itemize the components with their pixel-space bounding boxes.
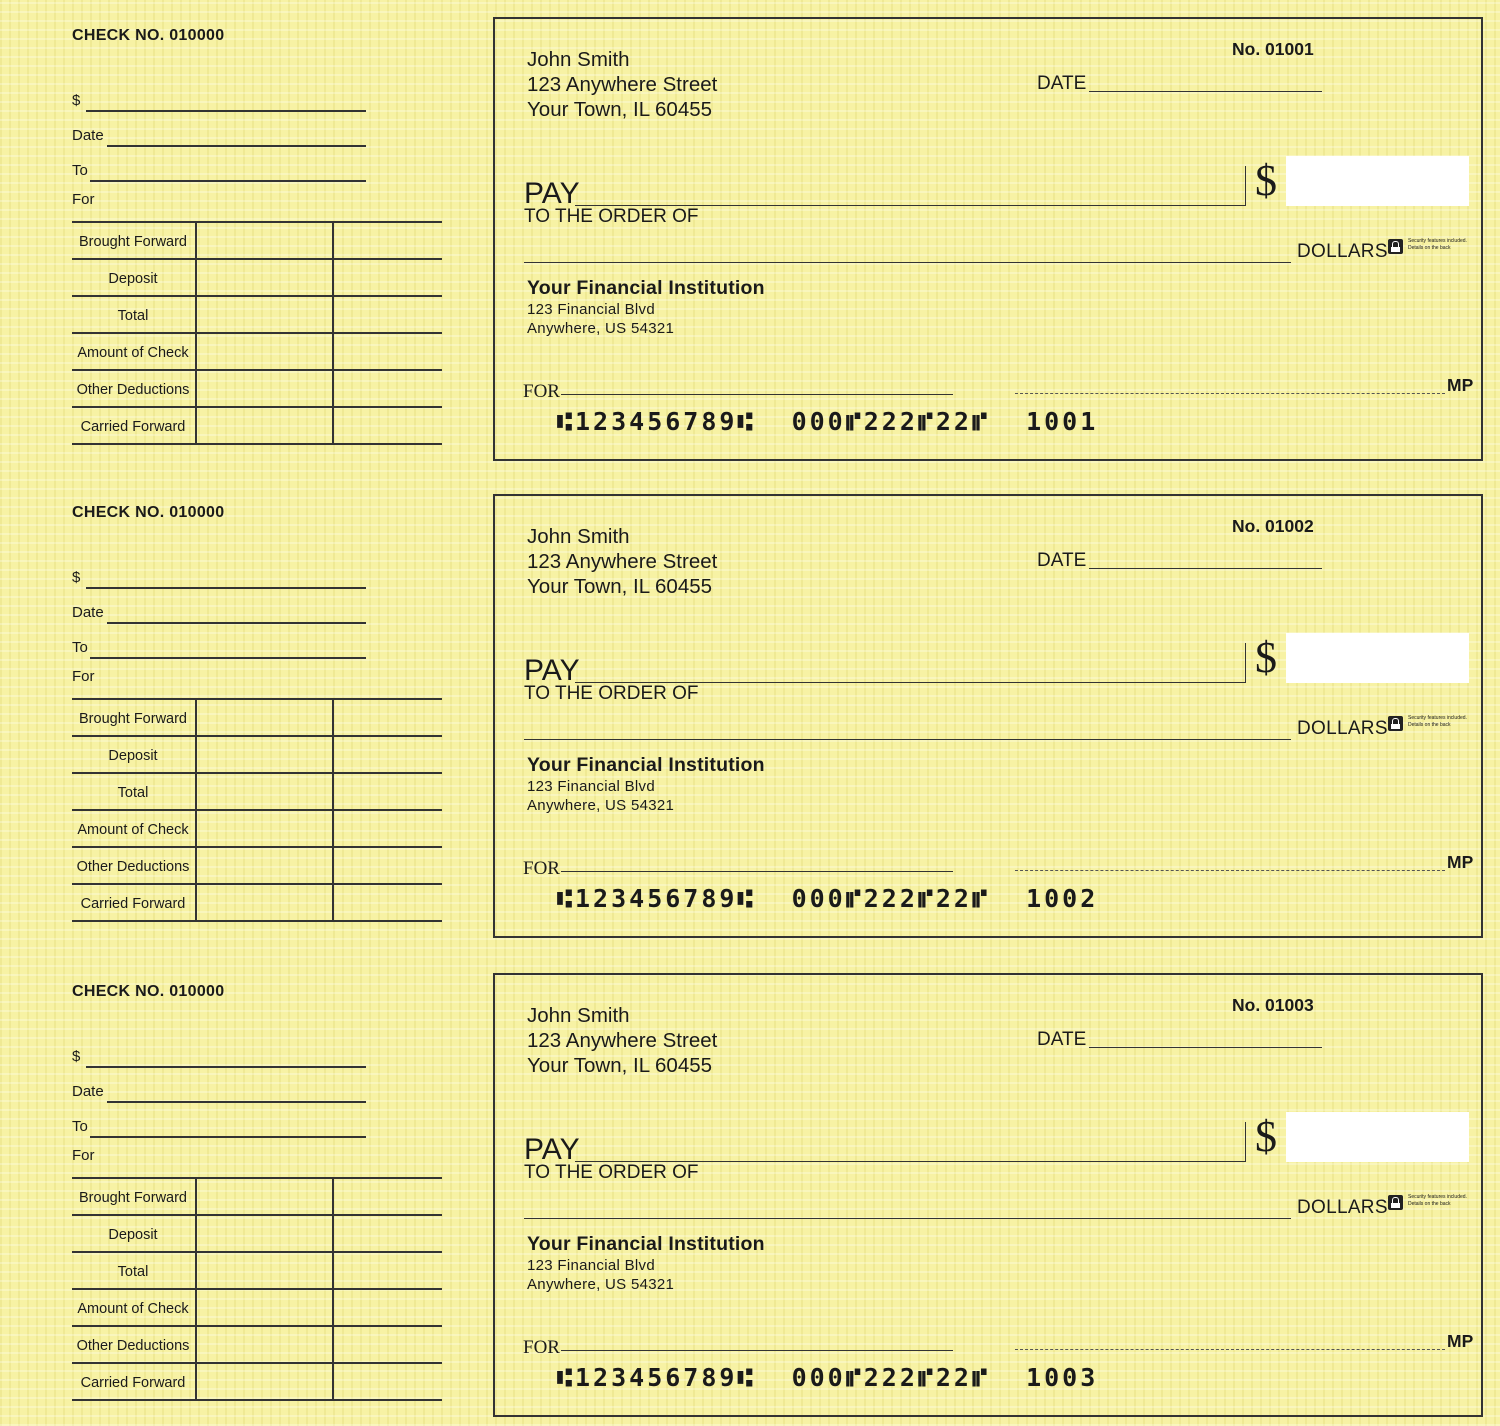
stub-to-field[interactable]: [72, 1118, 88, 1135]
ledger-row-other-deductions[interactable]: [72, 1327, 442, 1364]
stub-title: CHECK NO. 010000: [72, 27, 225, 44]
stub-to-label: To: [72, 162, 88, 179]
stub-to-field[interactable]: [72, 162, 88, 179]
amount-words-field[interactable]: [524, 262, 1291, 263]
memo-field[interactable]: [561, 1350, 953, 1351]
bank-name: Your Financial Institution: [527, 1233, 765, 1255]
account-holder: [527, 524, 717, 599]
bank-city: Anywhere, US 54321: [527, 1276, 675, 1293]
ledger-row-total[interactable]: [72, 1253, 442, 1290]
ledger-label: Deposit: [108, 748, 158, 764]
stub-title: CHECK NO. 010000: [72, 504, 225, 521]
ledger-row-brought-forward[interactable]: [72, 1179, 442, 1216]
ledger-label: Amount of Check: [77, 822, 189, 838]
stub-date-label: Date: [72, 1083, 104, 1100]
ledger-label: Brought Forward: [79, 234, 187, 250]
stub-dollar-label: $: [72, 569, 81, 586]
stub-for-field[interactable]: [72, 668, 95, 685]
stub-to-line: [90, 180, 366, 182]
ledger-label: Other Deductions: [76, 859, 190, 875]
stub-ledger-table: [72, 1177, 442, 1401]
ledger-row-total[interactable]: [72, 297, 442, 334]
account-holder: [527, 47, 717, 122]
date-field[interactable]: [1089, 1047, 1322, 1048]
ledger-row-deposit[interactable]: [72, 737, 442, 774]
padlock-icon: [1388, 239, 1403, 254]
micr-line: ⑆123456789⑆ 000⑈222⑈22⑈ 1003: [557, 1363, 1099, 1392]
ledger-label: Total: [117, 308, 149, 324]
ledger-label: Other Deductions: [76, 1338, 190, 1354]
stub-dollar-label: $: [72, 1048, 81, 1065]
stub-amount-line: [86, 1066, 366, 1068]
holder-city: Your Town, IL 60455: [527, 1054, 713, 1077]
bank-street: 123 Financial Blvd: [527, 1257, 655, 1274]
stub-to-label: To: [72, 639, 88, 656]
bank-street: 123 Financial Blvd: [527, 301, 655, 318]
stub-for-field[interactable]: [72, 1147, 95, 1164]
signature-field[interactable]: [1015, 1349, 1445, 1350]
stub-ledger-table: [72, 698, 442, 922]
payee-divider: [1245, 166, 1246, 206]
ledger-label: Carried Forward: [80, 1375, 186, 1391]
stub-amount-field[interactable]: [72, 1048, 80, 1065]
holder-name: John Smith: [527, 1004, 630, 1027]
bank-info: [527, 1232, 765, 1294]
amount-words-field[interactable]: [524, 1218, 1291, 1219]
memo-label: FOR: [523, 381, 560, 402]
stub-to-line: [90, 657, 366, 659]
check-number: No. 01001: [1232, 39, 1314, 59]
ledger-label: Carried Forward: [80, 896, 186, 912]
check-row-2: [0, 477, 1500, 927]
holder-name: John Smith: [527, 48, 630, 71]
micr-line: ⑆123456789⑆ 000⑈222⑈22⑈ 1002: [557, 884, 1099, 913]
bank-info: [527, 753, 765, 815]
stub-amount-line: [86, 587, 366, 589]
amount-box[interactable]: [1286, 633, 1469, 683]
ledger-row-brought-forward[interactable]: [72, 700, 442, 737]
signature-field[interactable]: [1015, 870, 1445, 871]
payee-divider: [1245, 643, 1246, 683]
holder-name: John Smith: [527, 525, 630, 548]
ledger-row-carried-forward[interactable]: [72, 408, 442, 445]
account-holder: [527, 1003, 717, 1078]
payee-divider: [1245, 1122, 1246, 1162]
mp-security-mark: MP: [1447, 852, 1474, 872]
bank-info: [527, 276, 765, 338]
stub-date-line: [107, 145, 366, 147]
stub-to-field[interactable]: [72, 639, 88, 656]
dollars-label: DOLLARS: [1297, 241, 1388, 262]
pay-label: PAY: [524, 1133, 580, 1166]
stub-for-label: For: [72, 668, 95, 685]
ledger-label: Brought Forward: [79, 711, 187, 727]
stub-to-line: [90, 1136, 366, 1138]
stub-date-label: Date: [72, 604, 104, 621]
stub-title: CHECK NO. 010000: [72, 983, 225, 1000]
check-stub: [0, 0, 480, 450]
ledger-label: Total: [117, 785, 149, 801]
ledger-label: Deposit: [108, 271, 158, 287]
ledger-row-carried-forward[interactable]: [72, 885, 442, 922]
security-note: Security features included. Details on the back: [1408, 1194, 1467, 1207]
ledger-row-other-deductions[interactable]: [72, 848, 442, 885]
order-of-label: TO THE ORDER OF: [524, 683, 699, 704]
bank-name: Your Financial Institution: [527, 277, 765, 299]
security-note: Security features included. Details on the back: [1408, 715, 1467, 728]
memo-field[interactable]: [561, 394, 953, 395]
amount-words-field[interactable]: [524, 739, 1291, 740]
stub-amount-field[interactable]: [72, 92, 80, 109]
mp-security-mark: MP: [1447, 375, 1474, 395]
date-field[interactable]: [1089, 91, 1322, 92]
stub-to-label: To: [72, 1118, 88, 1135]
date-label: DATE: [1037, 73, 1087, 94]
holder-city: Your Town, IL 60455: [527, 575, 713, 598]
dollars-label: DOLLARS: [1297, 718, 1388, 739]
check-number: No. 01003: [1232, 995, 1314, 1015]
holder-street: 123 Anywhere Street: [527, 1029, 718, 1052]
ledger-row-total[interactable]: [72, 774, 442, 811]
check-number: No. 01002: [1232, 516, 1314, 536]
date-field[interactable]: [1089, 568, 1322, 569]
signature-field[interactable]: [1015, 393, 1445, 394]
stub-date-field[interactable]: [72, 127, 104, 144]
stub-for-label: For: [72, 191, 95, 208]
check-stub: [0, 477, 480, 927]
ledger-row-brought-forward[interactable]: [72, 223, 442, 260]
security-note: Security features included. Details on the back: [1408, 238, 1467, 251]
holder-street: 123 Anywhere Street: [527, 550, 718, 573]
dollars-label: DOLLARS: [1297, 1197, 1388, 1218]
memo-label: FOR: [523, 1337, 560, 1358]
ledger-label: Amount of Check: [77, 345, 189, 361]
dollar-sign: $: [1255, 1112, 1277, 1161]
stub-date-line: [107, 1101, 366, 1103]
ledger-row-deposit[interactable]: [72, 260, 442, 297]
ledger-row-carried-forward[interactable]: [72, 1364, 442, 1401]
check-row-1: [0, 0, 1500, 450]
check-body: [493, 973, 1483, 1417]
padlock-icon: [1388, 1195, 1403, 1210]
stub-dollar-label: $: [72, 92, 81, 109]
memo-field[interactable]: [561, 871, 953, 872]
check-body: [493, 494, 1483, 938]
pay-label: PAY: [524, 654, 580, 687]
ledger-label: Total: [117, 1264, 149, 1280]
bank-street: 123 Financial Blvd: [527, 778, 655, 795]
bank-name: Your Financial Institution: [527, 754, 765, 776]
stub-date-label: Date: [72, 127, 104, 144]
mp-security-mark: MP: [1447, 1331, 1474, 1351]
holder-street: 123 Anywhere Street: [527, 73, 718, 96]
stub-amount-field[interactable]: [72, 569, 80, 586]
ledger-row-amount-of-check[interactable]: [72, 1290, 442, 1327]
pay-label: PAY: [524, 177, 580, 210]
padlock-icon: [1388, 716, 1403, 731]
ledger-label: Carried Forward: [80, 419, 186, 435]
dollar-sign: $: [1255, 156, 1277, 205]
check-stub: [0, 956, 480, 1406]
dollar-sign: $: [1255, 633, 1277, 682]
ledger-label: Deposit: [108, 1227, 158, 1243]
ledger-row-deposit[interactable]: [72, 1216, 442, 1253]
stub-date-field[interactable]: [72, 1083, 104, 1100]
ledger-row-other-deductions[interactable]: [72, 371, 442, 408]
order-of-label: TO THE ORDER OF: [524, 1162, 699, 1183]
stub-amount-line: [86, 110, 366, 112]
bank-city: Anywhere, US 54321: [527, 320, 675, 337]
order-of-label: TO THE ORDER OF: [524, 206, 699, 227]
micr-line: ⑆123456789⑆ 000⑈222⑈22⑈ 1001: [557, 407, 1099, 436]
ledger-label: Other Deductions: [76, 382, 190, 398]
stub-for-label: For: [72, 1147, 95, 1164]
check-row-3: [0, 956, 1500, 1406]
holder-city: Your Town, IL 60455: [527, 98, 713, 121]
ledger-label: Amount of Check: [77, 1301, 189, 1317]
ledger-label: Brought Forward: [79, 1190, 187, 1206]
stub-date-line: [107, 622, 366, 624]
bank-city: Anywhere, US 54321: [527, 797, 675, 814]
ledger-row-amount-of-check[interactable]: [72, 334, 442, 371]
amount-box[interactable]: [1286, 1112, 1469, 1162]
check-body: [493, 17, 1483, 461]
ledger-row-amount-of-check[interactable]: [72, 811, 442, 848]
memo-label: FOR: [523, 858, 560, 879]
date-label: DATE: [1037, 1029, 1087, 1050]
stub-date-field[interactable]: [72, 604, 104, 621]
date-label: DATE: [1037, 550, 1087, 571]
stub-ledger-table: [72, 221, 442, 445]
stub-for-field[interactable]: [72, 191, 95, 208]
amount-box[interactable]: [1286, 156, 1469, 206]
